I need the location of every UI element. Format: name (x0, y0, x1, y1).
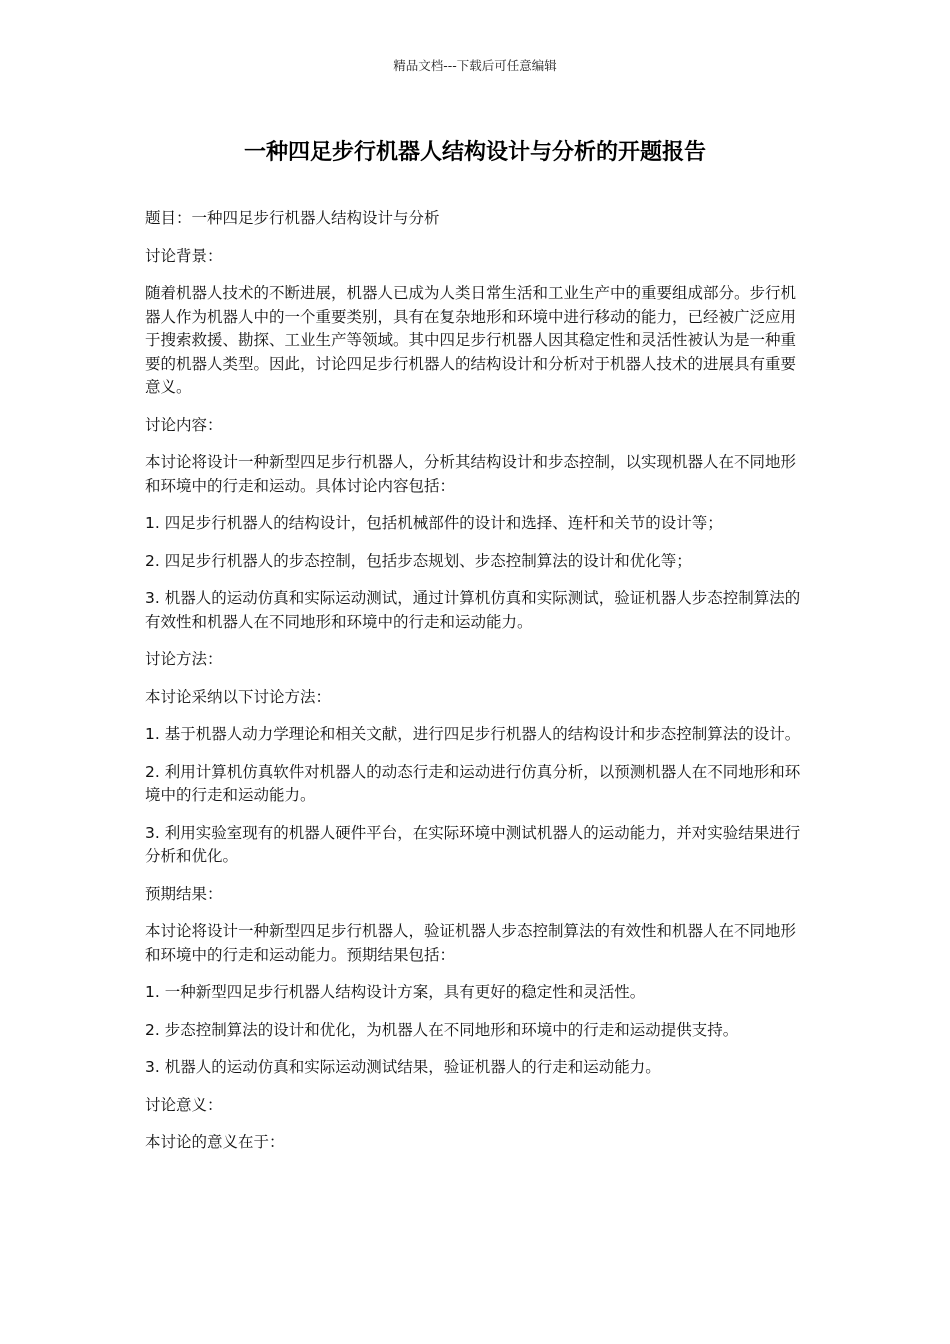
method-item-1: 1. 基于机器人动力学理论和相关文献，进行四足步行机器人的结构设计和步态控制算法的设计。 (145, 725, 801, 743)
document-title: 一种四足步行机器人结构设计与分析的开题报告 (243, 140, 706, 165)
document-body (145, 207, 809, 1169)
content-intro-paragraph: 本讨论将设计一种新型四足步行机器人，分析其结构设计和步态控制，以实现机器人在不同地形和环境中的行走和运动。具体讨论内容包括： (145, 453, 797, 495)
expected-item-1: 1. 一种新型四足步行机器人结构设计方案，具有更好的稳定性和灵活性。 (145, 983, 646, 1001)
section-heading-background: 讨论背景： (145, 246, 223, 265)
section-heading-significance: 讨论意义： (145, 1095, 223, 1114)
expected-intro-paragraph: 本讨论将设计一种新型四足步行机器人，验证机器人步态控制算法的有效性和机器人在不同地形和环境中的行走和运动能力。预期结果包括： (145, 922, 797, 964)
section-heading-content: 讨论内容： (145, 415, 223, 434)
header-note: 精品文档---下载后可任意编辑 (393, 58, 557, 73)
topic-line: 题目：一种四足步行机器人结构设计与分析 (145, 209, 440, 227)
method-item-3: 3. 利用实验室现有的机器人硬件平台，在实际环境中测试机器人的运动能力，并对实验结果进行分析和优化。 (145, 823, 801, 865)
content-item-1: 1. 四足步行机器人的结构设计，包括机械部件的设计和选择、连杆和关节的设计等； (145, 514, 723, 532)
expected-item-3: 3. 机器人的运动仿真和实际运动测试结果，验证机器人的行走和运动能力。 (145, 1058, 661, 1076)
significance-intro-paragraph: 本讨论的意义在于： (145, 1133, 285, 1151)
content-item-3: 3. 机器人的运动仿真和实际运动测试，通过计算机仿真和实际测试，验证机器人步态控制算法的有效性和机器人在不同地形和环境中的行走和运动能力。 (145, 589, 801, 631)
method-intro-paragraph: 本讨论采纳以下讨论方法： (145, 687, 332, 706)
section-heading-method: 讨论方法： (145, 650, 223, 668)
section-heading-expected: 预期结果： (145, 884, 223, 903)
method-item-2: 2. 利用计算机仿真软件对机器人的动态行走和运动进行仿真分析，以预测机器人在不同地形和环境中的行走和运动能力。 (145, 762, 801, 804)
background-paragraph: 随着机器人技术的不断进展，机器人已成为人类日常生活和工业生产中的重要组成部分。步行机器人作为机器人中的一个重要类别，具有在复杂地形和环境中进行移动的能力，已经被广泛应用于搜索救援、勘探、工业生产等领域。其中四足步行机器人因其稳定性和灵活性被认为是一种重要的机器人类型。因此，讨论四足步行机器人的结构设计和分析对于机器人技术的进展具有重要意义。 (145, 284, 797, 396)
expected-item-2: 2. 步态控制算法的设计和优化，为机器人在不同地形和环境中的行走和运动提供支持。 (145, 1020, 739, 1039)
content-item-2: 2. 四足步行机器人的步态控制，包括步态规划、步态控制算法的设计和优化等； (145, 551, 692, 570)
